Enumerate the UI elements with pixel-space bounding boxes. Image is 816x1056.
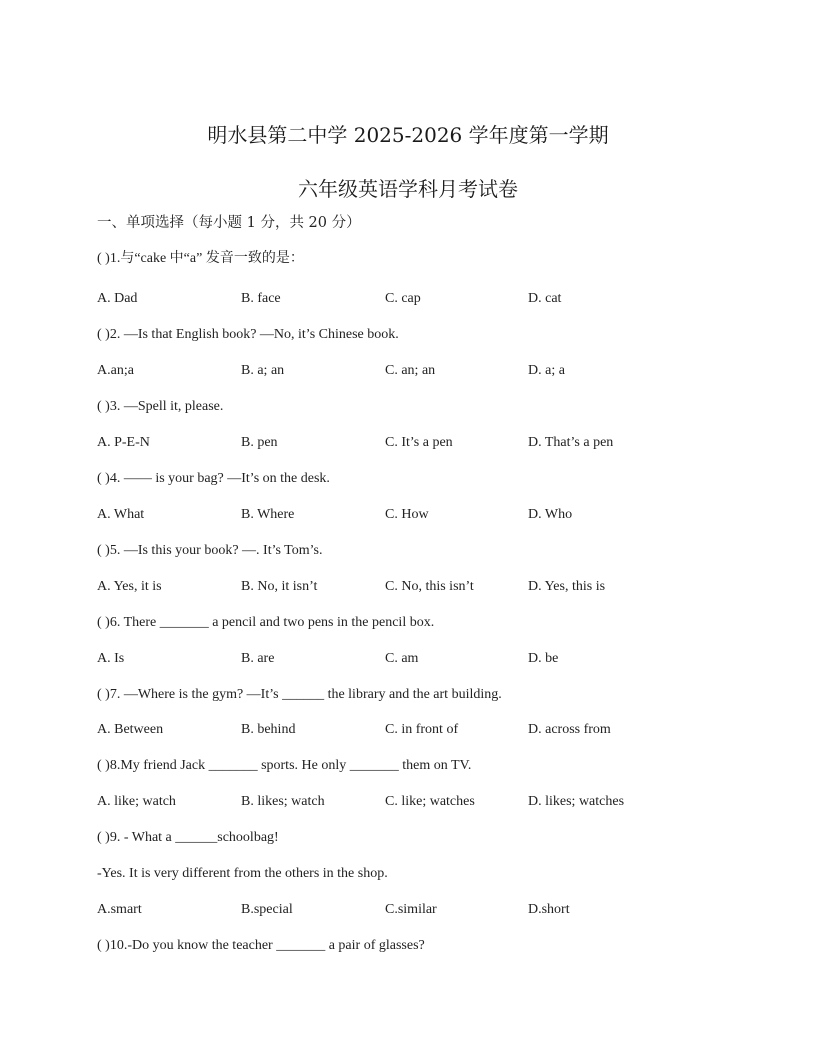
question-9-options (97, 900, 737, 920)
option-a: A. Is (97, 651, 125, 666)
question-7-options (97, 720, 737, 740)
option-d: D. likes; watches (528, 794, 625, 809)
option-c: C. cap (385, 291, 421, 306)
option-c: C. an; an (385, 363, 436, 378)
option-b: B. No, it isn’t (241, 579, 318, 594)
question-1-options (97, 289, 737, 309)
option-b: B. are (241, 651, 275, 666)
question-4: ( )4. —— is your bag? —It’s on the desk. (97, 471, 330, 486)
option-c: C. like; watches (385, 794, 475, 809)
option-d: D. Who (528, 507, 573, 522)
question-8-options (97, 792, 737, 812)
option-d: D. That’s a pen (528, 435, 614, 450)
option-b: B. a; an (241, 363, 285, 378)
option-d: D. cat (528, 291, 562, 306)
option-d: D. a; a (528, 363, 565, 378)
option-d: D. across from (528, 722, 611, 737)
question-6: ( )6. There _______ a pencil and two pens in the pencil box. (97, 615, 435, 630)
section-heading-multiple-choice: 一、单项选择（每小题 1 分，共 20 分） (97, 215, 361, 231)
question-8: ( )8.My friend Jack _______ sports. He only _______ them on TV. (97, 758, 472, 773)
question-2-options (97, 361, 737, 381)
option-b: B. pen (241, 435, 278, 450)
option-a: A.an;a (97, 363, 134, 378)
exam-title-school: 明水县第二中学 2025-2026 学年度第一学期 (207, 123, 609, 147)
option-b: B.special (241, 902, 293, 917)
option-b: B. face (241, 291, 281, 306)
option-a: A. like; watch (97, 794, 176, 809)
option-c: C. It’s a pen (385, 435, 453, 450)
option-c: C. How (385, 507, 429, 522)
option-c: C. in front of (385, 722, 459, 737)
option-c: C.similar (385, 902, 437, 917)
option-a: A. Dad (97, 291, 138, 306)
question-2: ( )2. —Is that English book? —No, it’s Chinese book. (97, 327, 399, 342)
option-a: A. P-E-N (97, 435, 150, 450)
option-c: C. No, this isn’t (385, 579, 474, 594)
question-3-options (97, 433, 737, 453)
question-5-options (97, 577, 737, 597)
question-10: ( )10.-Do you know the teacher _______ a pair of glasses? (97, 938, 425, 953)
question-6-options (97, 649, 737, 669)
option-d: D. be (528, 651, 559, 666)
option-b: B. Where (241, 507, 295, 522)
option-a: A. Yes, it is (97, 579, 162, 594)
option-d: D.short (528, 902, 570, 917)
question-7: ( )7. —Where is the gym? —It’s ______ the library and the art building. (97, 687, 502, 702)
option-b: B. behind (241, 722, 296, 737)
question-9-response: -Yes. It is very different from the others in the shop. (97, 866, 388, 881)
option-a: A. What (97, 507, 145, 522)
option-a: A.smart (97, 902, 142, 917)
option-c: C. am (385, 651, 419, 666)
question-5: ( )5. —Is this your book? —. It’s Tom’s. (97, 543, 323, 558)
option-a: A. Between (97, 722, 164, 737)
exam-title-subject: 六年级英语学科月考试卷 (298, 177, 518, 201)
question-1: ( )1.与“cake 中“a” 发音一致的是： (97, 251, 304, 266)
option-b: B. likes; watch (241, 794, 325, 809)
question-9: ( )9. - What a ______schoolbag! (97, 830, 279, 845)
question-4-options (97, 505, 737, 525)
question-3: ( )3. —Spell it, please. (97, 399, 224, 414)
option-d: D. Yes, this is (528, 579, 606, 594)
